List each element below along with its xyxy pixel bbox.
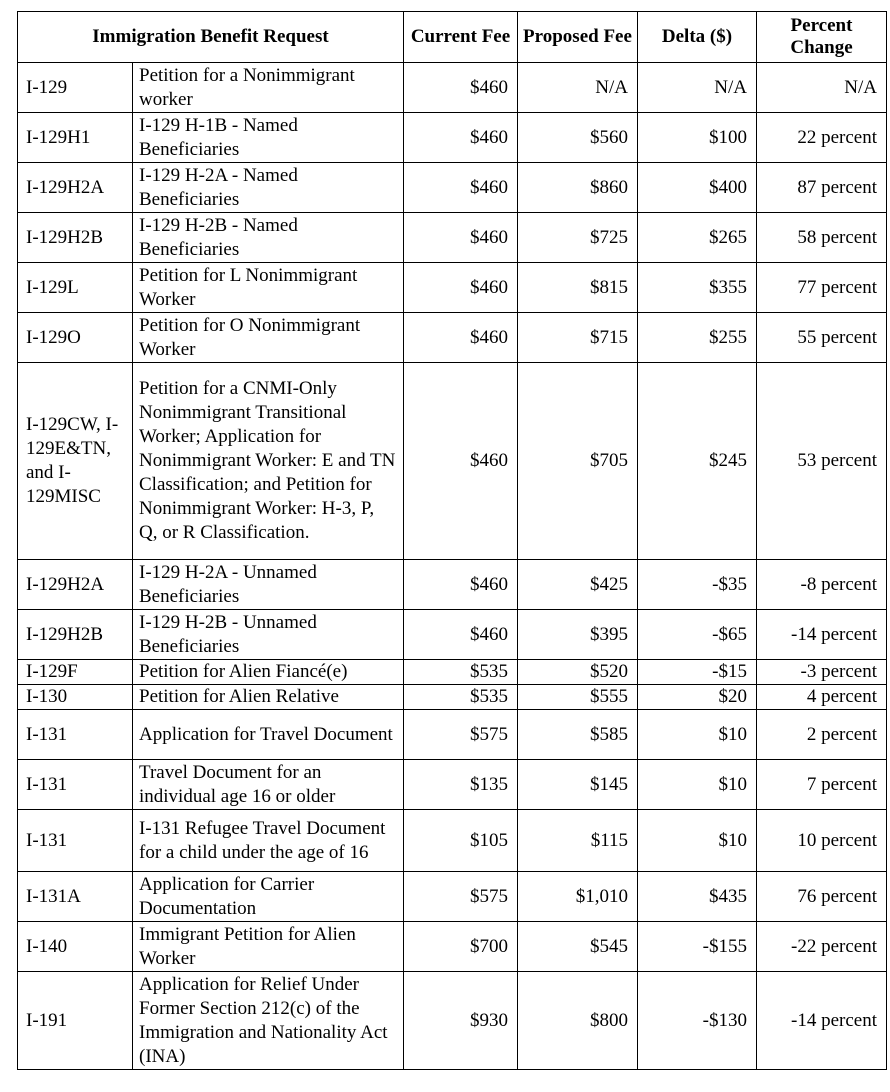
proposed-fee-cell: $425 [518, 560, 638, 610]
header-proposed-fee: Proposed Fee [518, 12, 638, 63]
percent-change-cell: -3 percent [757, 660, 887, 685]
proposed-fee-cell: $560 [518, 113, 638, 163]
proposed-fee-cell: $725 [518, 213, 638, 263]
current-fee-cell: $135 [404, 760, 518, 810]
description-cell: I-129 H-2B - Named Beneficiaries [133, 213, 404, 263]
form-number-cell: I-131A [18, 872, 133, 922]
description-cell: Petition for a Nonimmigrant worker [133, 63, 404, 113]
current-fee-cell: $460 [404, 113, 518, 163]
current-fee-cell: $700 [404, 922, 518, 972]
delta-cell: -$35 [638, 560, 757, 610]
description-cell: Travel Document for an individual age 16 or older [133, 760, 404, 810]
delta-cell: $355 [638, 263, 757, 313]
percent-change-cell: 53 percent [757, 363, 887, 560]
form-number-cell: I-129H1 [18, 113, 133, 163]
proposed-fee-cell: $860 [518, 163, 638, 213]
table-row [18, 163, 887, 213]
form-number-cell: I-129F [18, 660, 133, 685]
delta-cell: $10 [638, 810, 757, 872]
percent-change-cell: 87 percent [757, 163, 887, 213]
table-row [18, 213, 887, 263]
description-cell: I-129 H-1B - Named Beneficiaries [133, 113, 404, 163]
table-row [18, 113, 887, 163]
description-cell: Petition for Alien Relative [133, 685, 404, 710]
current-fee-cell: $460 [404, 560, 518, 610]
delta-cell: $435 [638, 872, 757, 922]
header-row [18, 12, 887, 63]
form-number-cell: I-129H2A [18, 560, 133, 610]
current-fee-cell: $460 [404, 313, 518, 363]
percent-change-cell: -8 percent [757, 560, 887, 610]
delta-cell: -$130 [638, 972, 757, 1070]
proposed-fee-cell: $545 [518, 922, 638, 972]
description-cell: Petition for Alien Fiancé(e) [133, 660, 404, 685]
current-fee-cell: $460 [404, 163, 518, 213]
form-number-cell: I-129H2B [18, 213, 133, 263]
delta-cell: $255 [638, 313, 757, 363]
table-row [18, 610, 887, 660]
delta-cell: N/A [638, 63, 757, 113]
proposed-fee-cell: $1,010 [518, 872, 638, 922]
percent-change-cell: N/A [757, 63, 887, 113]
delta-cell: -$15 [638, 660, 757, 685]
form-number-cell: I-131 [18, 710, 133, 760]
current-fee-cell: $105 [404, 810, 518, 872]
form-number-cell: I-129L [18, 263, 133, 313]
delta-cell: $265 [638, 213, 757, 263]
form-number-cell: I-129H2A [18, 163, 133, 213]
description-cell: Petition for a CNMI-Only Nonimmigrant Transitional Worker; Application for Nonimmigrant Worker: E and TN Classification; and Petition for Nonimmigrant Worker: H-3, P, Q, or R Classification. [133, 363, 404, 560]
current-fee-cell: $575 [404, 872, 518, 922]
proposed-fee-cell: $800 [518, 972, 638, 1070]
current-fee-cell: $460 [404, 63, 518, 113]
delta-cell: $245 [638, 363, 757, 560]
header-current-fee: Current Fee [404, 12, 518, 63]
percent-change-cell: 10 percent [757, 810, 887, 872]
delta-cell: $10 [638, 710, 757, 760]
form-number-cell: I-140 [18, 922, 133, 972]
delta-cell: -$65 [638, 610, 757, 660]
percent-change-cell: 2 percent [757, 710, 887, 760]
description-cell: Petition for O Nonimmigrant Worker [133, 313, 404, 363]
proposed-fee-cell: $715 [518, 313, 638, 363]
percent-change-cell: -22 percent [757, 922, 887, 972]
form-number-cell: I-130 [18, 685, 133, 710]
fee-table-body [18, 63, 887, 1070]
percent-change-cell: 58 percent [757, 213, 887, 263]
table-row [18, 760, 887, 810]
form-number-cell: I-129 [18, 63, 133, 113]
proposed-fee-cell: $395 [518, 610, 638, 660]
percent-change-cell: 4 percent [757, 685, 887, 710]
proposed-fee-cell: $815 [518, 263, 638, 313]
description-cell: I-129 H-2A - Unnamed Beneficiaries [133, 560, 404, 610]
proposed-fee-cell: $115 [518, 810, 638, 872]
header-delta: Delta ($) [638, 12, 757, 63]
table-row [18, 710, 887, 760]
current-fee-cell: $460 [404, 213, 518, 263]
percent-change-cell: 55 percent [757, 313, 887, 363]
proposed-fee-cell: $585 [518, 710, 638, 760]
proposed-fee-cell: $520 [518, 660, 638, 685]
description-cell: Immigrant Petition for Alien Worker [133, 922, 404, 972]
delta-cell: -$155 [638, 922, 757, 972]
description-cell: Application for Relief Under Former Section 212(c) of the Immigration and Nationality Act (INA) [133, 972, 404, 1070]
table-row [18, 660, 887, 685]
current-fee-cell: $535 [404, 660, 518, 685]
header-request: Immigration Benefit Request [18, 12, 404, 63]
form-number-cell: I-131 [18, 810, 133, 872]
form-number-cell: I-191 [18, 972, 133, 1070]
form-number-cell: I-129H2B [18, 610, 133, 660]
table-row [18, 363, 887, 560]
percent-change-cell: -14 percent [757, 610, 887, 660]
current-fee-cell: $930 [404, 972, 518, 1070]
current-fee-cell: $575 [404, 710, 518, 760]
current-fee-cell: $460 [404, 263, 518, 313]
proposed-fee-cell: $705 [518, 363, 638, 560]
fee-table-container [17, 11, 887, 1070]
current-fee-cell: $460 [404, 610, 518, 660]
table-row [18, 922, 887, 972]
proposed-fee-cell: $145 [518, 760, 638, 810]
header-percent-change: Percent Change [757, 12, 887, 63]
table-row [18, 972, 887, 1070]
form-number-cell: I-129CW, I-129E&TN, and I-129MISC [18, 363, 133, 560]
percent-change-cell: 7 percent [757, 760, 887, 810]
form-number-cell: I-131 [18, 760, 133, 810]
table-row [18, 560, 887, 610]
percent-change-cell: 22 percent [757, 113, 887, 163]
percent-change-cell: 76 percent [757, 872, 887, 922]
description-cell: I-129 H-2B - Unnamed Beneficiaries [133, 610, 404, 660]
table-row [18, 810, 887, 872]
delta-cell: $100 [638, 113, 757, 163]
table-row [18, 263, 887, 313]
form-number-cell: I-129O [18, 313, 133, 363]
percent-change-cell: -14 percent [757, 972, 887, 1070]
table-row [18, 63, 887, 113]
description-cell: Application for Carrier Documentation [133, 872, 404, 922]
delta-cell: $400 [638, 163, 757, 213]
description-cell: Application for Travel Document [133, 710, 404, 760]
table-row [18, 313, 887, 363]
table-row [18, 872, 887, 922]
percent-change-cell: 77 percent [757, 263, 887, 313]
fee-table [17, 11, 887, 1070]
current-fee-cell: $535 [404, 685, 518, 710]
description-cell: I-129 H-2A - Named Beneficiaries [133, 163, 404, 213]
description-cell: I-131 Refugee Travel Document for a child under the age of 16 [133, 810, 404, 872]
delta-cell: $10 [638, 760, 757, 810]
proposed-fee-cell: $555 [518, 685, 638, 710]
table-row [18, 685, 887, 710]
delta-cell: $20 [638, 685, 757, 710]
proposed-fee-cell: N/A [518, 63, 638, 113]
description-cell: Petition for L Nonimmigrant Worker [133, 263, 404, 313]
current-fee-cell: $460 [404, 363, 518, 560]
